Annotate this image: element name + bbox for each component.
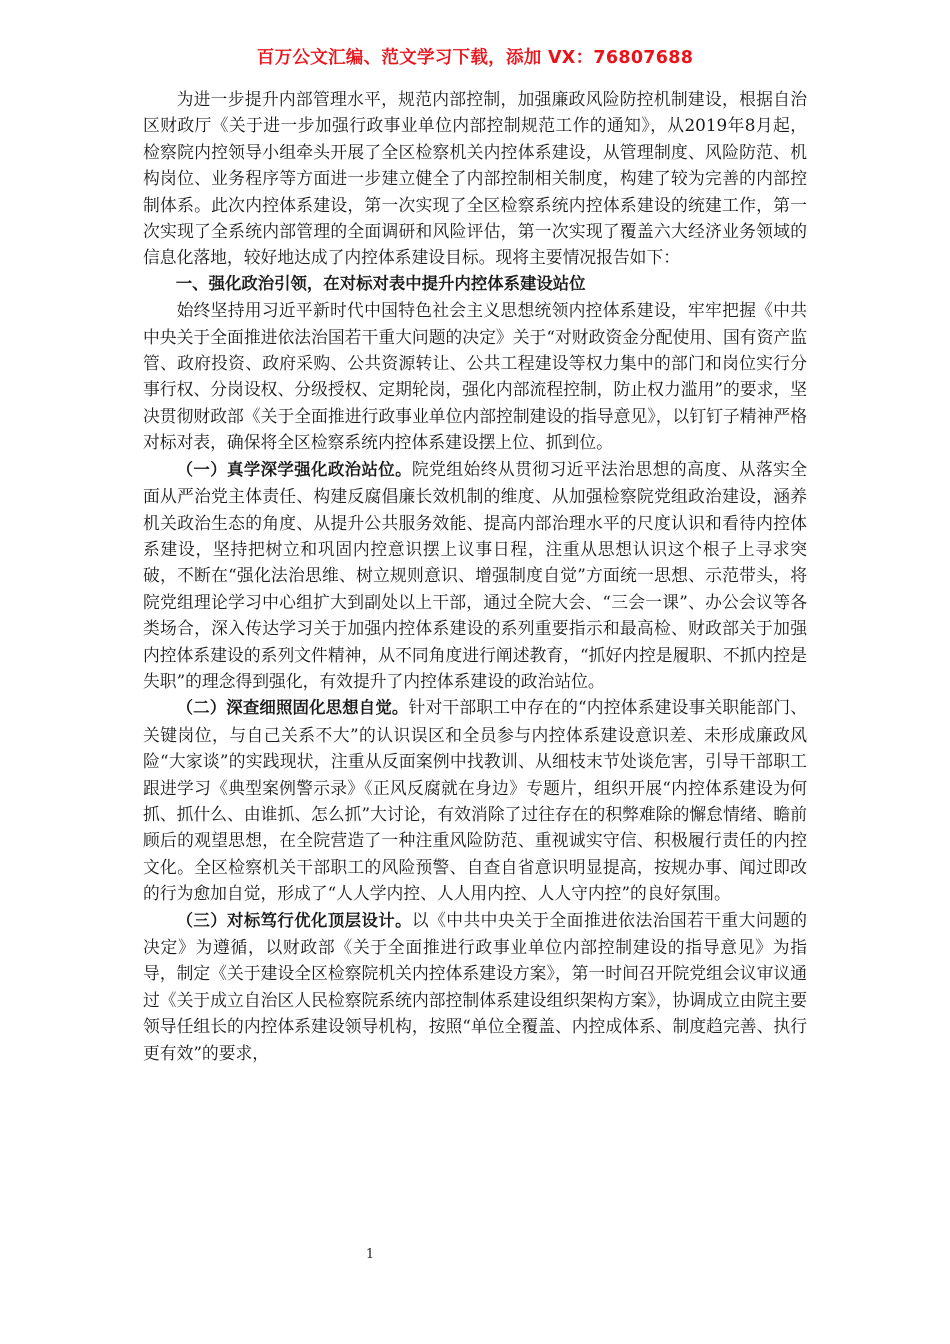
subsection-lead: （二）深查细照固化思想自觉。 [176, 698, 409, 718]
paragraph-subsection-2 [143, 694, 807, 906]
paragraph-text: 院党组始终从贯彻习近平法治思想的高度、从落实全面从严治党主体责任、构建反腐倡廉长效机制的维度、从加强检察院党组政治建设，涵养机关政治生态的角度、从提升公共服务效能、提高内部治理水平的尺度认识和看待内控体系建设，坚持把树立和巩固内控意识摆上议事日程，注重从思想认识这个根子上寻求突破，不断在“强化法治思维、树立规则意识、增强制度自觉”方面统一思想、示范带头，将院党组理论学习中心组扩大到副处以上干部，通过全院大会、“三会一课”、办公会议等各类场合，深入传达学习关于加强内控体系建设的系列重要指示和最高检、财政部关于加强内控体系建设的系列文件精神，从不同角度进行阐述教育，“抓好内控是履职、不抓内控是失职”的理念得到强化，有效提升了内控体系建设的政治站位。 [143, 458, 807, 691]
page-number: 1 [365, 1247, 375, 1262]
subsection-lead: （一）真学深学强化政治站位。 [176, 459, 412, 479]
paragraph-text: 始终坚持用习近平新时代中国特色社会主义思想统领内控体系建设，牢牢把握《中共中央关于全面推进依法治国若干重大问题的决定》关于“对财政资金分配使用、国有资产监管、政府投资、政府采购、公共资源转让、公共工程建设等权力集中的部门和岗位实行分事行权、分岗设权、分级授权、定期轮岗，强化内部流程控制，防止权力滥用”的要求，坚决贯彻财政部《关于全面推进行政事业单位内部控制建设的指导意见》，以钉钉子精神严格对标对表，确保将全区检察系统内控体系建设摆上位、抓到位。 [143, 300, 807, 453]
subsection-lead: （三）对标笃行优化顶层设计。 [176, 910, 412, 930]
paragraph-section-1 [143, 297, 807, 455]
section-heading: 一、强化政治引领，在对标对表中提升内控体系建设站位 [175, 273, 586, 293]
paragraph-text: 针对干部职工中存在的“内控体系建设事关职能部门、关键岗位，与自己关系不大”的认识误区和全员参与内控体系建设意识差、未形成廉政风险“大家谈”的实践现状，注重从反面案例中找教训、从细枝末节处谈危害，引导干部职工跟进学习《典型案例警示录》《正风反腐就在身边》专题片，组织开展“内控体系建设为何抓、抓什么、由谁抓、怎么抓”大讨论，有效消除了过往存在的积弊难除的懈怠情绪、瞻前顾后的观望思想，在全院营造了一种注重风险防范、重视诚实守信、积极履行责任的内控文化。全区检察机关干部职工的风险预警、自查自省意识明显提高，按规办事、闻过即改的行为愈加自觉，形成了“人人学内控、人人用内控、人人守内控”的良好氛围。 [143, 697, 807, 904]
paragraph-text: 为进一步提升内部管理水平，规范内部控制，加强廉政风险防控机制建设，根据自治区财政厅《关于进一步加强行政事业单位内部控制规范工作的通知》，从2019年8月起，检察院内控领导小组牵头开展了全区检察机关内控体系建设，从管理制度、风险防范、机构岗位、业务程序等方面进一步建立健全了内部控制相关制度，构建了较为完善的内部控制体系。此次内控体系建设，第一次实现了全区检察系统内控体系建设的统建工作，第一次实现了全系统内部管理的全面调研和风险评估，第一次实现了覆盖六大经济业务领域的信息化落地，较好地达成了内控体系建设目标。现将主要情况报告如下： [143, 89, 807, 268]
document-body [143, 86, 807, 1066]
paragraph-subsection-3 [143, 907, 807, 1066]
paragraph-subsection-1 [143, 456, 807, 695]
paragraph-intro [143, 86, 807, 271]
header-banner: 百万公文汇编、范文学习下载，添加 VX：76807688 [256, 48, 694, 68]
paragraph-text: 以《中共中央关于全面推进依法治国若干重大问题的决定》为遵循，以财政部《关于全面推进行政事业单位内部控制建设的指导意见》为指导，制定《关于建设全区检察院机关内控体系建设方案》，第一时间召开院党组会议审议通过《关于成立自治区人民检察院系统内部控制体系建设组织架构方案》，协调成立由院主要领导任组长的内控体系建设领导机构，按照“单位全覆盖、内控成体系、制度趋完善、执行更有效”的要求， [143, 909, 807, 1063]
